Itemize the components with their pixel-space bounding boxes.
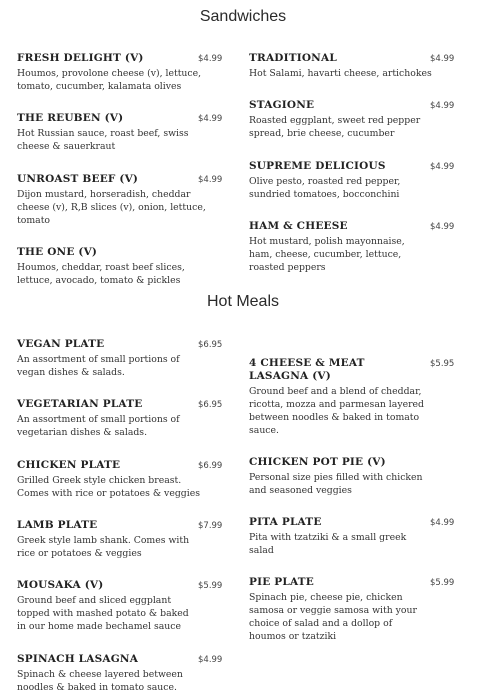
item-name: CHICKEN PLATE xyxy=(17,459,121,471)
item-name: CHICKEN POT PIE (V) xyxy=(249,456,386,468)
item-description: Olive pesto, roasted red pepper, sundried tomatoes, bocconchini xyxy=(249,176,401,200)
item-price: $4.99 xyxy=(198,54,223,64)
menu-item-chicken-pot-pie xyxy=(249,456,469,497)
menu-item-stagione xyxy=(249,99,469,140)
item-name: 4 CHEESE & MEAT LASAGNA (V) xyxy=(249,357,365,382)
item-description: Ground beef and sliced eggplant topped with mashed potato & baked in our home made bechamel sauce xyxy=(17,595,189,632)
item-name: FRESH DELIGHT (V) xyxy=(17,52,144,64)
item-name: LAMB PLATE xyxy=(17,519,98,531)
item-description: An assortment of small portions of vegan dishes & salads. xyxy=(17,354,180,378)
item-name: PITA PLATE xyxy=(249,516,322,528)
menu-item-supreme-delicious xyxy=(249,160,469,201)
menu-item-pie-plate xyxy=(249,576,469,643)
menu-item-the-one xyxy=(17,246,237,287)
item-name: UNROAST BEEF (V) xyxy=(17,173,139,185)
menu-item-chicken-plate xyxy=(17,459,237,500)
item-description: Houmos, cheddar, roast beef slices, lettuce, avocado, tomato & pickles xyxy=(17,262,185,286)
item-description: Hot mustard, polish mayonnaise, ham, cheese, cucumber, lettuce, roasted peppers xyxy=(249,236,405,273)
item-price: $4.99 xyxy=(198,655,223,665)
menu-item-the-reuben xyxy=(17,112,237,153)
item-name: VEGETARIAN PLATE xyxy=(17,398,143,410)
item-description: Hot Russian sauce, roast beef, swiss cheese & sauerkraut xyxy=(17,128,189,152)
menu-item-fresh-delight xyxy=(17,52,237,93)
item-name: THE ONE (V) xyxy=(17,246,98,258)
item-description: An assortment of small portions of vegetarian dishes & salads. xyxy=(17,414,180,438)
menu-item-lamb-plate xyxy=(17,519,237,560)
menu-item-pita-plate xyxy=(249,516,469,557)
item-description: Spinach pie, cheese pie, chicken samosa or veggie samosa with your choice of salad and a dollop of houmos or tzatziki xyxy=(249,592,417,642)
item-description: Greek style lamb shank. Comes with rice or potatoes & veggies xyxy=(17,535,190,559)
item-name: SPINACH LASAGNA xyxy=(17,653,139,665)
item-description: Grilled Greek style chicken breast. Comes with rice or potatoes & veggies xyxy=(17,475,200,499)
menu-item-vegan-plate xyxy=(17,338,237,379)
item-price: $4.99 xyxy=(198,175,223,185)
menu-item-unroast-beef xyxy=(17,173,237,227)
item-name: MOUSAKA (V) xyxy=(17,579,104,591)
item-description: Pita with tzatziki & a small greek salad xyxy=(249,532,407,556)
menu-item-mousaka xyxy=(17,579,237,633)
menu-item-ham-and-cheese xyxy=(249,220,469,274)
item-price: $4.99 xyxy=(430,54,455,64)
menu-item-vegetarian-plate xyxy=(17,398,237,439)
item-description: Personal size pies filled with chicken and seasoned veggies xyxy=(249,472,423,496)
item-name: PIE PLATE xyxy=(249,576,314,588)
item-name: VEGAN PLATE xyxy=(17,338,105,350)
item-price: $4.99 xyxy=(430,518,455,528)
item-name: HAM & CHEESE xyxy=(249,220,348,232)
item-description: Dijon mustard, horseradish, cheddar cheese (v), R,B slices (v), onion, lettuce, tomato xyxy=(17,189,206,226)
item-name: SUPREME DELICIOUS xyxy=(249,160,386,172)
item-description: Spinach & cheese layered between noodles & baked in tomato sauce. xyxy=(17,669,183,693)
menu-item-traditional xyxy=(249,52,469,80)
item-price: $4.99 xyxy=(430,222,455,232)
item-price: $5.99 xyxy=(198,581,223,591)
item-price: $6.95 xyxy=(198,340,223,350)
hot-meals-section-title: Hot Meals xyxy=(206,293,280,310)
item-price: $4.99 xyxy=(430,162,455,172)
item-price: $4.99 xyxy=(198,114,223,124)
item-price: $5.99 xyxy=(430,578,455,588)
item-description: Hot Salami, havarti cheese, artichokes xyxy=(249,68,432,79)
menu-item-spinach-lasagna xyxy=(17,653,237,694)
sandwiches-section-title: Sandwiches xyxy=(199,8,287,25)
menu-item-4-cheese-meat-lasagna xyxy=(249,357,469,437)
item-price: $7.99 xyxy=(198,521,223,531)
item-name: TRADITIONAL xyxy=(249,52,337,64)
item-name: THE REUBEN (V) xyxy=(17,112,124,124)
item-description: Ground beef and a blend of cheddar, ricotta, mozza and parmesan layered between noodles & baked in tomato sauce. xyxy=(249,386,424,436)
item-price: $5.95 xyxy=(430,359,455,369)
item-price: $6.95 xyxy=(198,400,223,410)
item-price: $4.99 xyxy=(430,101,455,111)
item-description: Houmos, provolone cheese (v), lettuce, tomato, cucumber, kalamata olives xyxy=(17,68,202,92)
item-description: Roasted eggplant, sweet red pepper spread, brie cheese, cucumber xyxy=(249,115,421,139)
item-name: STAGIONE xyxy=(249,99,315,111)
item-price: $6.99 xyxy=(198,461,223,471)
